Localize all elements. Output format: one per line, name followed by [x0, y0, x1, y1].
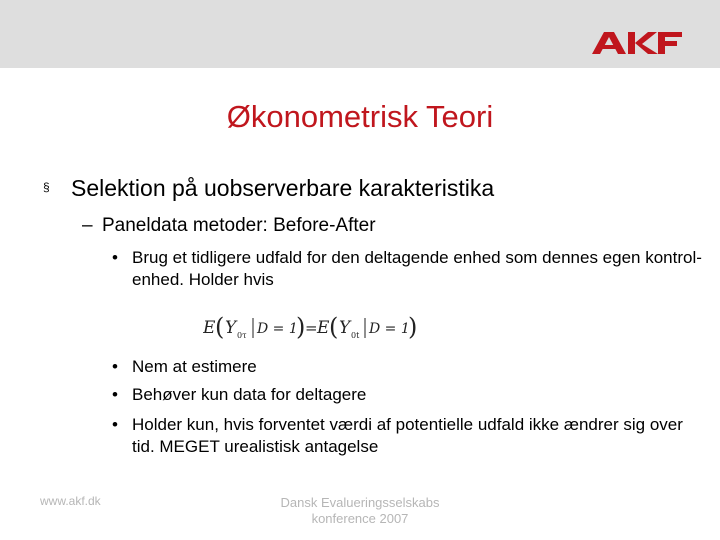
formula-e-right: E [317, 318, 330, 338]
bullet-dot: • [112, 357, 118, 376]
bullet-dot: • [112, 415, 118, 434]
formula-e-left: E [203, 318, 216, 338]
formula-paren: ( [215, 313, 225, 341]
svg-text:(: ( [329, 313, 339, 341]
akf-logo [592, 28, 684, 56]
bullet-text: Holder kun, hvis forventet værdi af potentielle udfald ikke ændrer sig over tid. MEGET urealistisk antagelse [132, 415, 683, 456]
footer-url: www.akf.dk [40, 494, 101, 508]
formula [203, 311, 418, 341]
bullet-text: Brug et tidligere udfald for den deltagende enhed som dennes egen kontrol-enhed. Holder hvis [132, 248, 702, 289]
slide-title: Økonometrisk Teori [226, 99, 494, 134]
footer-line-2: konference 2007 [311, 511, 409, 526]
formula-equals: = [305, 319, 318, 337]
footer-conference [250, 495, 470, 527]
dash-marker: – [82, 215, 93, 236]
bullet-dot: • [112, 248, 118, 267]
level1-text: Selektion på uobserverbare karakteristika [71, 175, 495, 201]
footer-line-1: Dansk Evalueringsselskabs [280, 495, 440, 510]
formula-sub-left: 0τ [237, 331, 247, 340]
formula-y-right: Y [339, 318, 351, 338]
section-marker: § [43, 180, 50, 194]
formula-cond-left: D = 1 [257, 321, 298, 337]
svg-text:): ) [408, 313, 418, 341]
header-bar [0, 0, 720, 68]
bullet-text: Behøver kun data for deltagere [132, 385, 367, 404]
formula-y-left: Y [225, 318, 237, 338]
formula-cond-right: D = 1 [369, 321, 410, 337]
level2-text: Paneldata metoder: Before-After [102, 215, 376, 236]
formula-sub-right: 0t [351, 331, 360, 340]
svg-text:): ) [296, 313, 306, 341]
bullet-dot: • [112, 385, 118, 404]
bullet-text: Nem at estimere [132, 357, 257, 376]
